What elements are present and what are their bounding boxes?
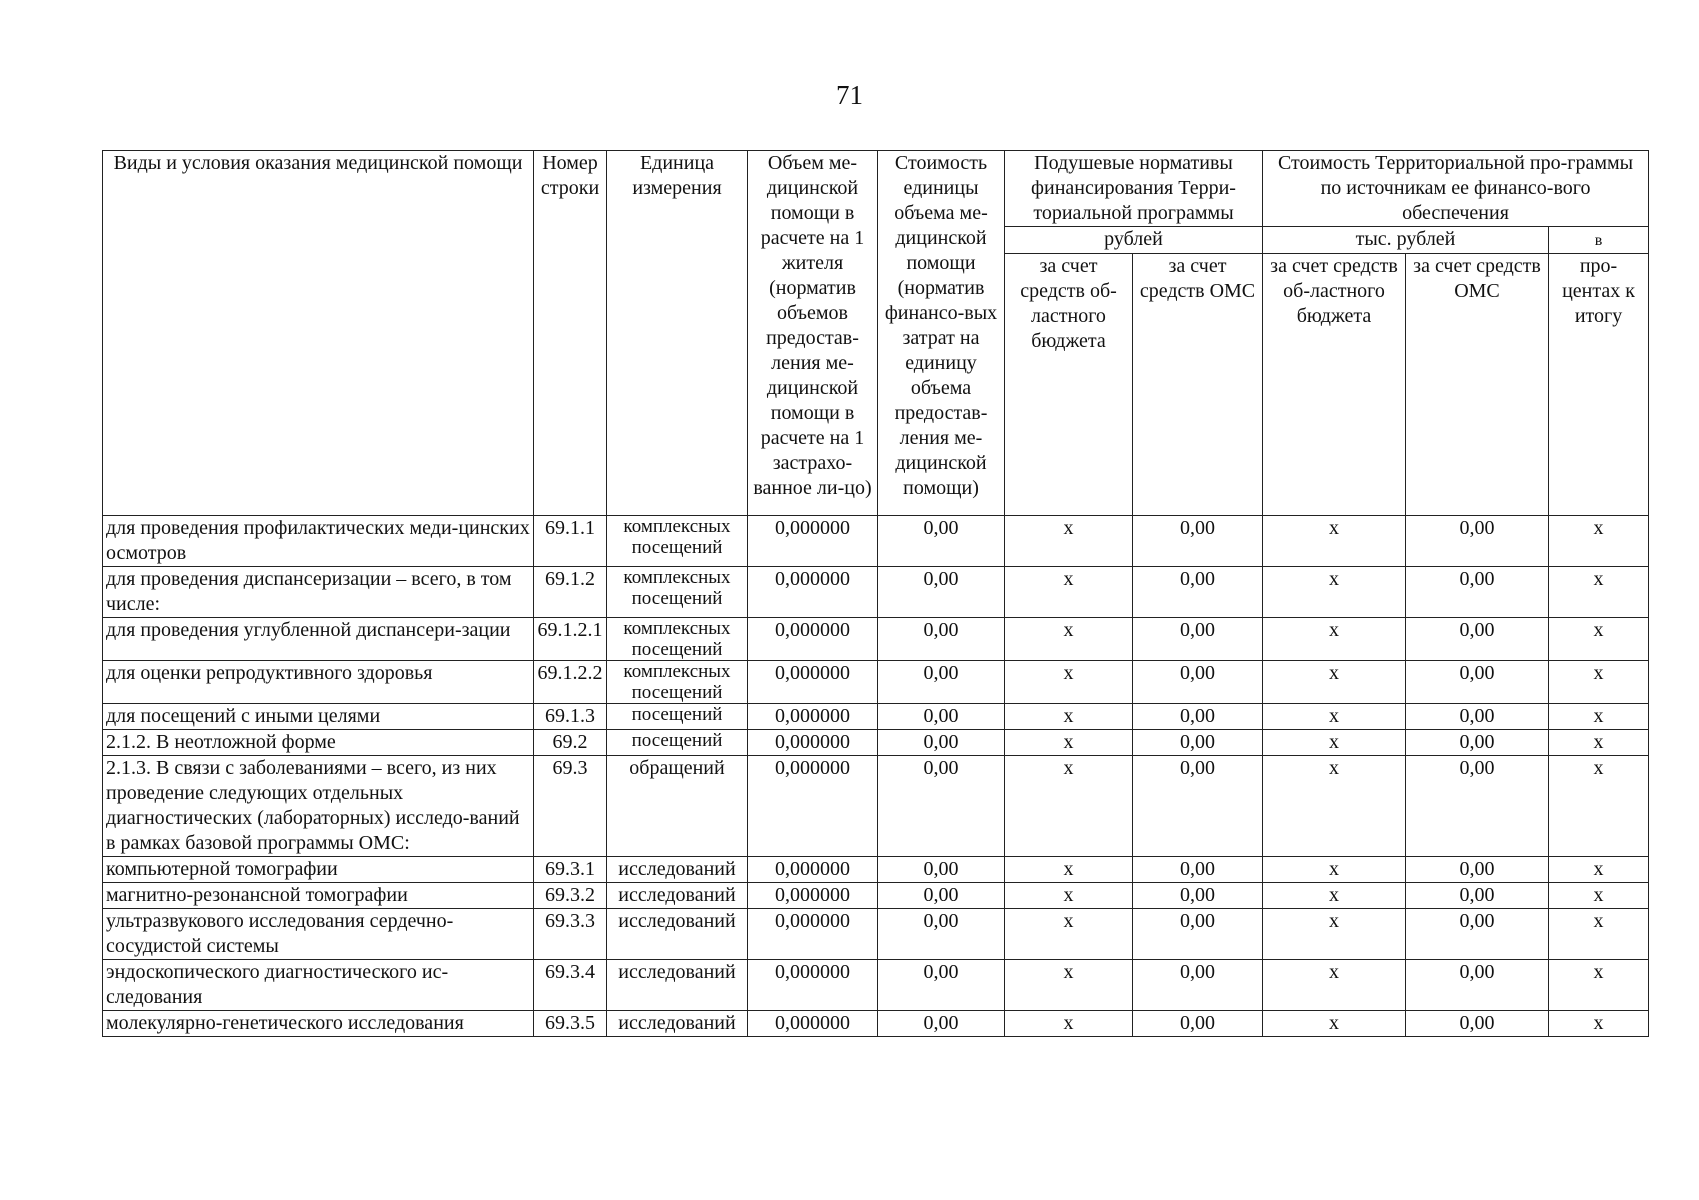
cell-per-capita-oms: 0,00 xyxy=(1133,857,1263,883)
cell-cost: 0,00 xyxy=(878,1011,1005,1037)
header-unit-rubles: рублей xyxy=(1005,227,1263,254)
cell-per-capita-regional: х xyxy=(1005,618,1133,661)
cell-type: для проведения углубленной диспансери-зации xyxy=(103,618,534,661)
cell-type: ультразвукового исследования сердечно-сосудистой системы xyxy=(103,909,534,960)
cell-cost: 0,00 xyxy=(878,909,1005,960)
cell-row-number: 69.3.5 xyxy=(534,1011,607,1037)
cell-percent: х xyxy=(1549,1011,1649,1037)
header-per-capita-oms: за счет средств ОМС xyxy=(1133,254,1263,516)
header-unit-percent-label: в xyxy=(1594,232,1603,249)
header-program-cost-group: Стоимость Территориальной про-граммы по источникам ее финансо-вого обеспечения xyxy=(1263,151,1649,227)
cell-row-number: 69.2 xyxy=(534,730,607,756)
cell-percent: х xyxy=(1549,730,1649,756)
header-percent-of-total: про-центах к итогу xyxy=(1549,254,1649,516)
cell-per-capita-oms: 0,00 xyxy=(1133,1011,1263,1037)
cell-percent: х xyxy=(1549,567,1649,618)
cell-volume: 0,000000 xyxy=(748,909,878,960)
cell-cost: 0,00 xyxy=(878,661,1005,704)
cell-unit: комплексных посещений xyxy=(607,618,748,661)
header-type-of-care: Виды и условия оказания медицинской помощи xyxy=(103,151,534,516)
cell-volume: 0,000000 xyxy=(748,618,878,661)
cell-unit: исследований xyxy=(607,857,748,883)
cell-percent: х xyxy=(1549,960,1649,1011)
cell-cost: 0,00 xyxy=(878,756,1005,857)
cell-volume: 0,000000 xyxy=(748,1011,878,1037)
cell-volume: 0,000000 xyxy=(748,756,878,857)
cell-type: 2.1.2. В неотложной форме xyxy=(103,730,534,756)
table-row xyxy=(103,857,1649,883)
cell-unit: комплексных посещений xyxy=(607,661,748,704)
cell-cost: 0,00 xyxy=(878,516,1005,567)
cell-per-capita-oms: 0,00 xyxy=(1133,909,1263,960)
cell-row-number: 69.3.4 xyxy=(534,960,607,1011)
cell-percent: х xyxy=(1549,883,1649,909)
cell-volume: 0,000000 xyxy=(748,960,878,1011)
cell-program-regional: х xyxy=(1263,960,1406,1011)
cell-type: 2.1.3. В связи с заболеваниями – всего, из них проведение следующих отдельных диагностических (лабораторных) исследо-ваний в рамках базовой программы ОМС: xyxy=(103,756,534,857)
cell-unit: комплексных посещений xyxy=(607,516,748,567)
cell-per-capita-regional: х xyxy=(1005,704,1133,730)
cell-program-oms: 0,00 xyxy=(1406,661,1549,704)
cell-per-capita-regional: х xyxy=(1005,909,1133,960)
cell-program-oms: 0,00 xyxy=(1406,960,1549,1011)
cell-per-capita-oms: 0,00 xyxy=(1133,567,1263,618)
cell-per-capita-regional: х xyxy=(1005,516,1133,567)
cell-per-capita-oms: 0,00 xyxy=(1133,730,1263,756)
cell-percent: х xyxy=(1549,909,1649,960)
cell-program-oms: 0,00 xyxy=(1406,883,1549,909)
table-header xyxy=(103,151,1649,516)
cell-per-capita-regional: х xyxy=(1005,857,1133,883)
cell-type: компьютерной томографии xyxy=(103,857,534,883)
cell-unit: исследований xyxy=(607,1011,748,1037)
cell-row-number: 69.3 xyxy=(534,756,607,857)
cell-program-oms: 0,00 xyxy=(1406,618,1549,661)
cell-per-capita-oms: 0,00 xyxy=(1133,756,1263,857)
cell-row-number: 69.1.2.2 xyxy=(534,661,607,704)
table-row xyxy=(103,730,1649,756)
cell-cost: 0,00 xyxy=(878,883,1005,909)
cell-row-number: 69.1.2 xyxy=(534,567,607,618)
table-row xyxy=(103,704,1649,730)
cell-percent: х xyxy=(1549,704,1649,730)
cell-program-oms: 0,00 xyxy=(1406,730,1549,756)
cell-type: для оценки репродуктивного здоровья xyxy=(103,661,534,704)
header-unit-percent xyxy=(1549,227,1649,254)
header-unit: Единица измерения xyxy=(607,151,748,516)
cell-per-capita-oms: 0,00 xyxy=(1133,618,1263,661)
cell-program-regional: х xyxy=(1263,661,1406,704)
cell-program-oms: 0,00 xyxy=(1406,857,1549,883)
cell-percent: х xyxy=(1549,857,1649,883)
financing-table-container xyxy=(102,150,1648,1037)
cell-type: магнитно-резонансной томографии xyxy=(103,883,534,909)
cell-per-capita-regional: х xyxy=(1005,883,1133,909)
cell-program-oms: 0,00 xyxy=(1406,516,1549,567)
cell-row-number: 69.3.1 xyxy=(534,857,607,883)
cell-unit: исследований xyxy=(607,960,748,1011)
cell-program-regional: х xyxy=(1263,516,1406,567)
cell-program-regional: х xyxy=(1263,909,1406,960)
cell-row-number: 69.1.3 xyxy=(534,704,607,730)
cell-per-capita-regional: х xyxy=(1005,756,1133,857)
table-row xyxy=(103,756,1649,857)
header-program-regional: за счет средств об-ластного бюджета xyxy=(1263,254,1406,516)
cell-percent: х xyxy=(1549,756,1649,857)
cell-type: для проведения профилактических меди-цинских осмотров xyxy=(103,516,534,567)
cell-volume: 0,000000 xyxy=(748,704,878,730)
cell-volume: 0,000000 xyxy=(748,516,878,567)
cell-program-regional: х xyxy=(1263,567,1406,618)
cell-per-capita-oms: 0,00 xyxy=(1133,883,1263,909)
cell-cost: 0,00 xyxy=(878,857,1005,883)
cell-percent: х xyxy=(1549,516,1649,567)
cell-program-oms: 0,00 xyxy=(1406,756,1549,857)
cell-type: молекулярно-генетического исследования xyxy=(103,1011,534,1037)
cell-per-capita-oms: 0,00 xyxy=(1133,960,1263,1011)
cell-cost: 0,00 xyxy=(878,704,1005,730)
cell-program-regional: х xyxy=(1263,618,1406,661)
table-row xyxy=(103,909,1649,960)
cell-volume: 0,000000 xyxy=(748,730,878,756)
cell-program-regional: х xyxy=(1263,756,1406,857)
cell-per-capita-regional: х xyxy=(1005,567,1133,618)
cell-program-regional: х xyxy=(1263,883,1406,909)
cell-per-capita-regional: х xyxy=(1005,960,1133,1011)
header-row-number: Номер строки xyxy=(534,151,607,516)
table-row xyxy=(103,1011,1649,1037)
table-body xyxy=(103,516,1649,1037)
cell-cost: 0,00 xyxy=(878,960,1005,1011)
cell-type: для посещений с иными целями xyxy=(103,704,534,730)
cell-program-oms: 0,00 xyxy=(1406,704,1549,730)
cell-program-regional: х xyxy=(1263,1011,1406,1037)
cell-cost: 0,00 xyxy=(878,730,1005,756)
header-volume: Объем ме-дицинской помощи в расчете на 1 жителя (норматив объемов предостав-ления ме-дицинской помощи в расчете на 1 застрахо-ванное ли-цо) xyxy=(748,151,878,516)
cell-cost: 0,00 xyxy=(878,618,1005,661)
header-program-oms: за счет средств ОМС xyxy=(1406,254,1549,516)
cell-program-regional: х xyxy=(1263,704,1406,730)
cell-volume: 0,000000 xyxy=(748,661,878,704)
table-row xyxy=(103,516,1649,567)
table-row xyxy=(103,567,1649,618)
cell-program-oms: 0,00 xyxy=(1406,1011,1549,1037)
cell-unit: исследований xyxy=(607,883,748,909)
cell-percent: х xyxy=(1549,618,1649,661)
cell-per-capita-oms: 0,00 xyxy=(1133,516,1263,567)
cell-type: эндоскопического диагностического ис-следования xyxy=(103,960,534,1011)
table-row xyxy=(103,661,1649,704)
cell-unit: посещений xyxy=(607,730,748,756)
cell-per-capita-regional: х xyxy=(1005,661,1133,704)
cell-percent: х xyxy=(1549,661,1649,704)
table-row xyxy=(103,883,1649,909)
header-unit-thousand-rubles: тыс. рублей xyxy=(1263,227,1549,254)
cell-program-oms: 0,00 xyxy=(1406,567,1549,618)
cell-volume: 0,000000 xyxy=(748,857,878,883)
header-per-capita-group: Подушевые нормативы финансирования Терри-ториальной программы xyxy=(1005,151,1263,227)
table-row xyxy=(103,960,1649,1011)
cell-row-number: 69.1.2.1 xyxy=(534,618,607,661)
header-unit-cost: Стоимость единицы объема ме-дицинской помощи (норматив финансо-вых затрат на единицу объема предостав-ления ме-дицинской помощи) xyxy=(878,151,1005,516)
cell-unit: обращений xyxy=(607,756,748,857)
cell-per-capita-regional: х xyxy=(1005,1011,1133,1037)
cell-per-capita-oms: 0,00 xyxy=(1133,704,1263,730)
cell-program-regional: х xyxy=(1263,857,1406,883)
cell-unit: посещений xyxy=(607,704,748,730)
cell-row-number: 69.3.3 xyxy=(534,909,607,960)
cell-per-capita-regional: х xyxy=(1005,730,1133,756)
cell-cost: 0,00 xyxy=(878,567,1005,618)
financing-table xyxy=(102,150,1649,1037)
cell-volume: 0,000000 xyxy=(748,883,878,909)
cell-type: для проведения диспансеризации – всего, в том числе: xyxy=(103,567,534,618)
cell-volume: 0,000000 xyxy=(748,567,878,618)
cell-unit: комплексных посещений xyxy=(607,567,748,618)
table-row xyxy=(103,618,1649,661)
cell-program-oms: 0,00 xyxy=(1406,909,1549,960)
cell-per-capita-oms: 0,00 xyxy=(1133,661,1263,704)
page-number: 71 xyxy=(836,80,863,110)
cell-program-regional: х xyxy=(1263,730,1406,756)
cell-unit: исследований xyxy=(607,909,748,960)
header-per-capita-regional: за счет средств об-ластного бюджета xyxy=(1005,254,1133,516)
cell-row-number: 69.3.2 xyxy=(534,883,607,909)
cell-row-number: 69.1.1 xyxy=(534,516,607,567)
